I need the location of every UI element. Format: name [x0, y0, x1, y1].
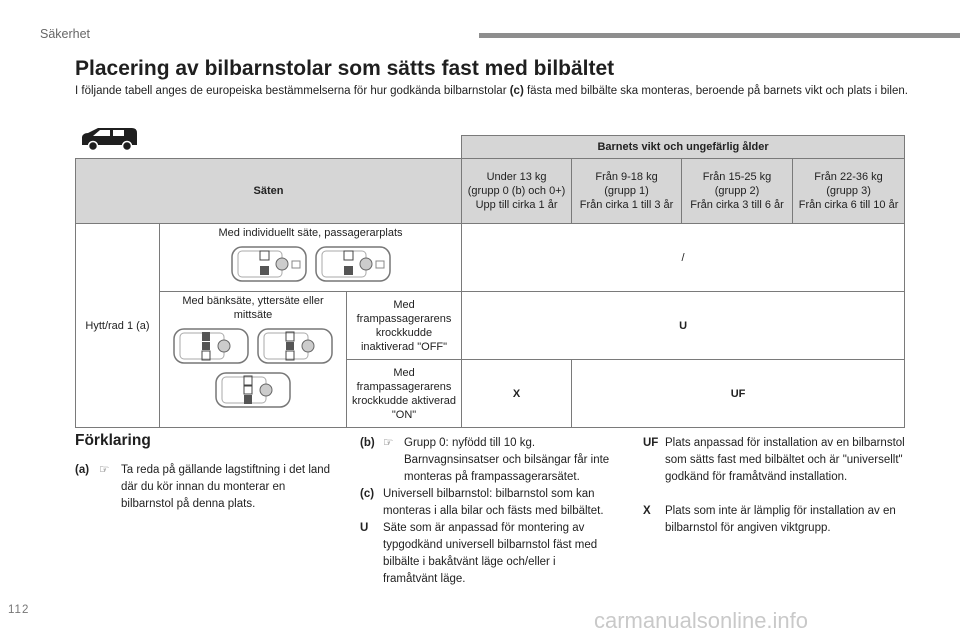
seat-diagrams: [163, 326, 343, 366]
watermark: carmanualsonline.info: [594, 608, 809, 633]
legend-text-uf: Plats anpassad för installation av en bilbarnstol som sätts fast med bilbältet och är "universellt" godkänd för framåtvänd installation.: [665, 437, 905, 483]
value-airbag-off: U: [462, 292, 905, 360]
legend-key-a: (a): [75, 464, 90, 476]
car-seat-diagram-icon: [314, 244, 392, 284]
col-header-group0: Under 13 kg (grupp 0 (b) och 0+) Upp till cirka 1 år: [462, 159, 572, 224]
legend-text-a: Ta reda på gällande lagstiftning i det land där du kör innan du monterar en bilbarnstol på denna plats.: [121, 464, 331, 510]
header-bar: [479, 33, 960, 38]
seat-individual: Med individuellt säte, passagerarplats: [160, 224, 462, 292]
legend-key-b: (b): [360, 437, 375, 449]
seat-diagrams: [163, 370, 343, 410]
legend-key-c: (c): [360, 488, 375, 500]
page-number: 112: [8, 604, 30, 616]
legend-text-b: Grupp 0: nyfödd till 10 kg. Barnvagnsinsatser och bilsängar får inte monteras på frampassagerarsätet.: [404, 437, 610, 483]
col-header-group1: Från 9-18 kg (grupp 1) Från cirka 1 till 3 år: [572, 159, 682, 224]
section-label: Säkerhet: [40, 27, 91, 41]
car-seat-diagram-icon: [214, 370, 292, 410]
airbag-on: Med frampassagerarens krockkudde aktiverad "ON": [347, 360, 462, 428]
value-airbag-on-group0: X: [462, 360, 572, 428]
value-airbag-on-groups123: UF: [572, 360, 905, 428]
col-header-group2: Från 15-25 kg (grupp 2) Från cirka 3 till 6 år: [682, 159, 793, 224]
seats-header: Säten: [76, 159, 462, 224]
legend-text-x: Plats som inte är lämplig för installation av en bilbarnstol för angiven viktgrupp.: [665, 505, 896, 534]
car-seat-diagram-icon: [256, 326, 334, 366]
weight-age-header: Barnets vikt och ungefärlig ålder: [462, 136, 905, 159]
child-seat-table: [75, 135, 905, 428]
legend-key-x: X: [643, 505, 651, 517]
legend-text-c: Universell bilbarnstol: bilbarnstol som kan monteras i alla bilar och fästs med bilbältet.: [383, 488, 604, 517]
col-header-group3: Från 22-36 kg (grupp 3) Från cirka 6 till 10 år: [793, 159, 905, 224]
intro-text: I följande tabell anges de europeiska bestämmelserna för hur godkända bilbarnstolar (c) fästa med bilbälte ska monteras, beroende på barnets vikt och plats i bilen.: [75, 85, 908, 97]
page-title: Placering av bilbarnstolar som sätts fast med bilbältet: [75, 57, 615, 80]
pointing-hand-icon: ☞: [383, 437, 394, 449]
seat-bench: Med bänksäte, yttersäte eller mittsäte: [160, 292, 347, 428]
seat-diagrams: [163, 244, 458, 284]
car-seat-diagram-icon: [172, 326, 250, 366]
value-individual: /: [462, 224, 905, 292]
row-label: Hytt/rad 1 (a): [76, 224, 160, 428]
legend-text-u: Säte som är anpassad för montering av typgodkänd universell bilbarnstol fäst med bilbälte i bakåtvänt läge och/eller i framåtvänt läge.: [383, 522, 598, 585]
car-seat-diagram-icon: [230, 244, 308, 284]
pointing-hand-icon: ☞: [99, 464, 110, 476]
legend-heading: Förklaring: [75, 432, 151, 449]
legend-key-uf: UF: [643, 437, 659, 449]
legend-key-u: U: [360, 522, 369, 534]
airbag-off: Med frampassagerarens krockkudde inaktiverad "OFF": [347, 292, 462, 360]
